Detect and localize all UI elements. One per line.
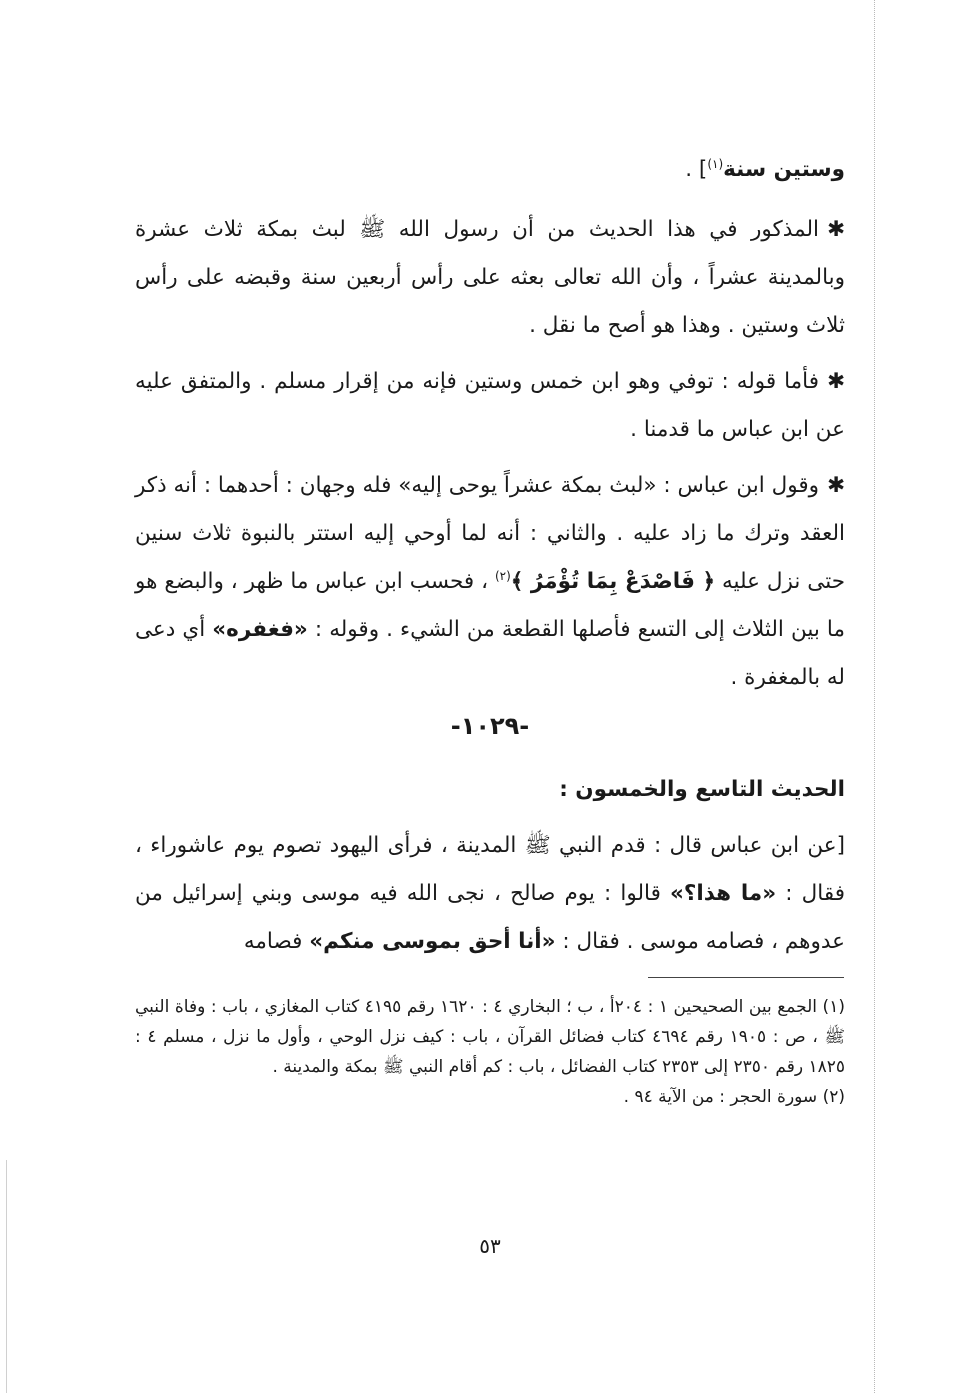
footnotes xyxy=(135,992,845,1112)
continuation-close: ] . xyxy=(685,157,708,182)
paragraph-1 xyxy=(135,206,845,350)
term-ghafarahu: «فغفره» xyxy=(212,617,308,642)
paragraph-4-text-b: قالوا : يوم صالح ، نجى الله فيه موسى وبني إسرائيل من عدوهم ، فصامه موسى . فقال : xyxy=(135,881,845,954)
paragraph-1-text: المذكور في هذا الحديث من أن رسول الله ﷺ لبث بمكة ثلاث عشرة وبالمدينة عشراً ، وأن الله تعالى بعثه على رأس أربعين سنة وقبضه على رأس ثلاث وستين . وهذا هو أصح ما نقل . xyxy=(135,217,845,338)
paragraph-3-text-c: أي دعى له بالمغفرة . xyxy=(135,617,845,690)
paragraph-3-text-a: وقول ابن عباس : «لبث بمكة عشراً يوحى إليه» فله وجهان : أحدهما : أنه ذكر العقد وترك ما زاد عليه . والثاني : أنه لما أوحي إليه استتر بالنبوة ثلاث سنين حتى نزل عليه xyxy=(135,473,845,594)
hadith-title: الحديث التاسع والخمسون : xyxy=(559,777,845,802)
paragraph-4-text-a: [عن ابن عباس قال : قدم النبي ﷺ المدينة ، فرأى اليهود تصوم يوم عاشوراء ، فقال : xyxy=(135,833,845,906)
paragraph-2 xyxy=(135,358,845,454)
footnote-ref-2: (٢) xyxy=(494,568,511,583)
asterisk-icon: ✱ xyxy=(826,473,845,498)
quran-verse: ﴿ فَاصْدَعْ بِمَا تُؤْمَرُ ﴾ xyxy=(510,569,716,594)
footnote-separator xyxy=(648,977,844,978)
hadith-number: -١٠٢٩- xyxy=(450,712,530,740)
asterisk-icon: ✱ xyxy=(826,217,845,242)
page-edge-left xyxy=(6,1160,7,1393)
continuation-footnote-ref: (١) xyxy=(707,156,724,171)
paragraph-2-text: فأما قوله : توفي وهو ابن خمس وستين فإنه من إقرار مسلم . والمتفق عليه عن ابن عباس ما قدمنا . xyxy=(135,369,845,442)
paragraph-3-text-b: ، فحسب ابن عباس ما ظهر ، والبضع هو ما بين الثلاث إلى التسع فأصلها القطعة من الشيء . وقوله : xyxy=(135,569,845,642)
footnote-1: (١) الجمع بين الصحيحين ١ : ٢٠٤أ ، ب ؛ البخاري ٤ : ١٦٢٠ رقم ٤١٩٥ كتاب المغازي ، باب : وفاة النبي ﷺ ، ص : ١٩٠٥ رقم ٤٦٩٤ كتاب فضائل القرآن ، باب : كيف نزل الوحي ، وأول ما نزل ، مسلم ٤ : ١٨٢٥ رقم ٢٣٥٠ إلى ٢٣٥٣ كتاب الفضائل ، باب : كم أقام النبي ﷺ بمكة والمدينة . xyxy=(135,997,845,1077)
continuation-line xyxy=(135,146,845,194)
paragraph-3 xyxy=(135,462,845,702)
page-edge-right xyxy=(874,0,875,1393)
footnote-2: (٢) سورة الحجر : من الآية ٩٤ . xyxy=(623,1087,845,1107)
page-number: ٥٣ xyxy=(479,1234,501,1258)
quote-ana-ahaqq: «أنا أحق بموسى منكم» xyxy=(309,929,556,954)
paragraph-4-text-c: فصامه xyxy=(243,929,303,954)
continuation-text: وستين سنة xyxy=(723,157,845,182)
quote-ma-hadha: «ما هذا؟» xyxy=(670,881,777,906)
paragraph-4 xyxy=(135,822,845,966)
asterisk-icon: ✱ xyxy=(826,369,845,394)
